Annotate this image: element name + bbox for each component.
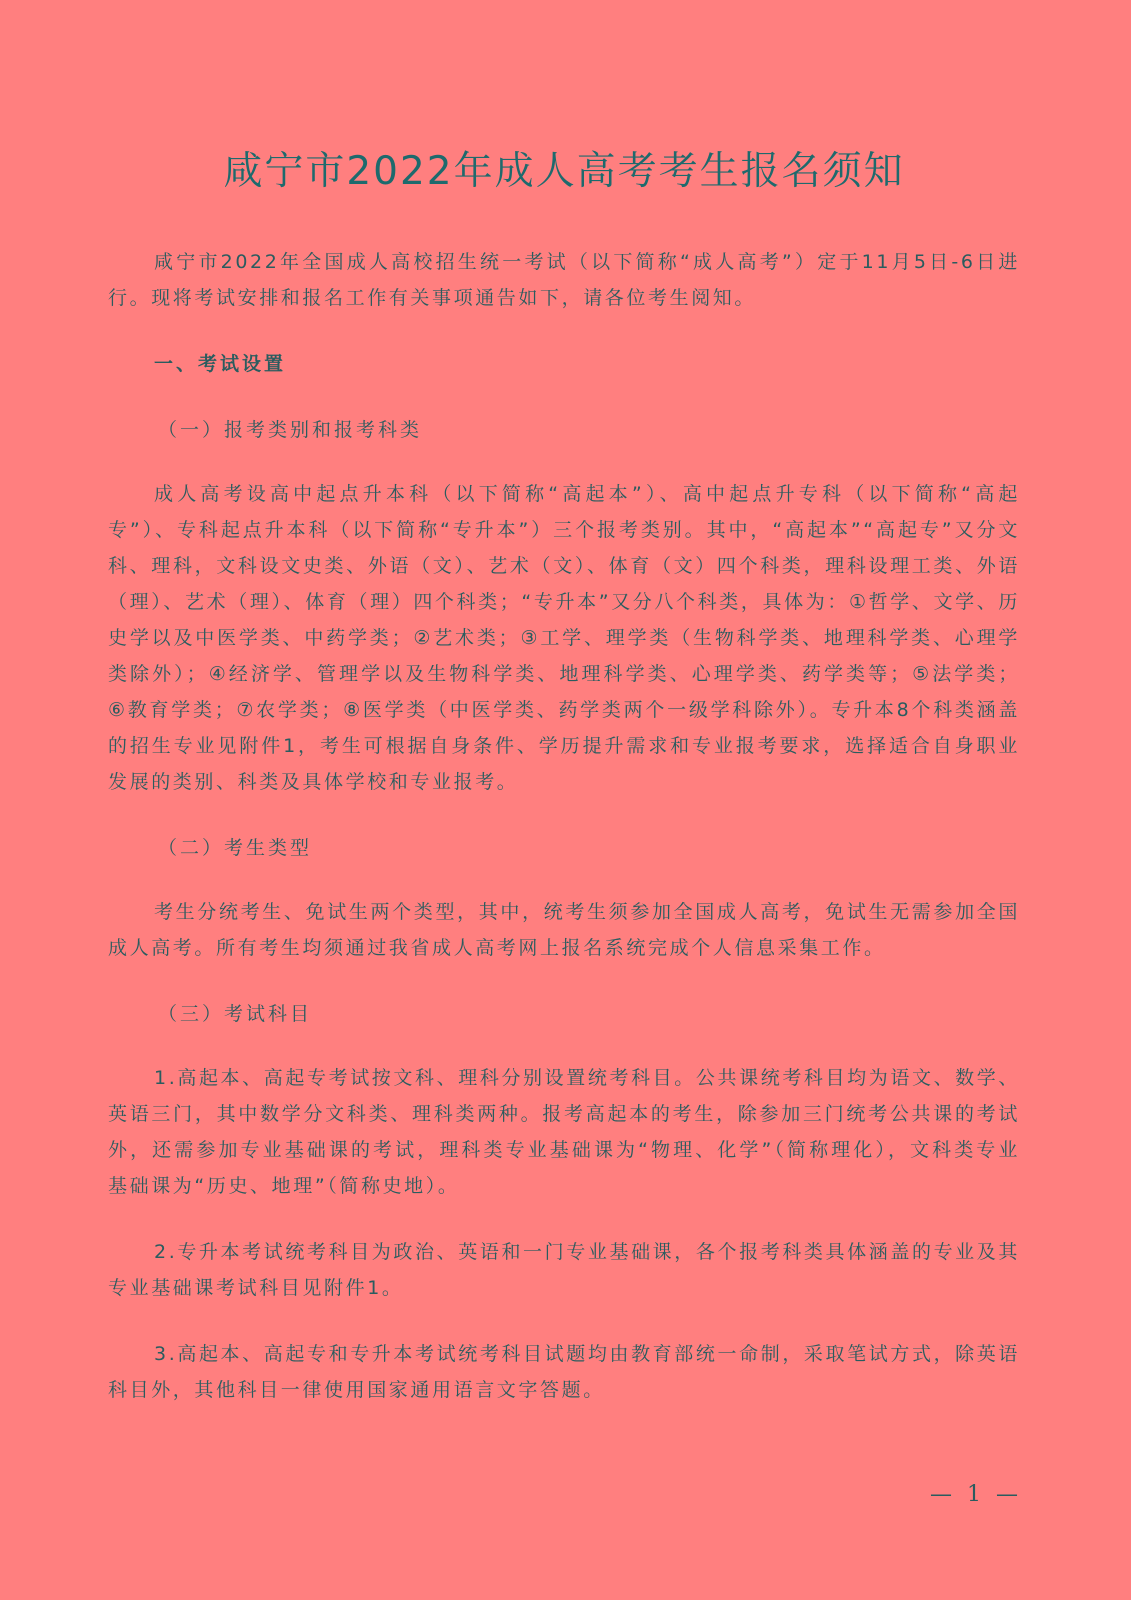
paragraph-exam-subjects-item-3: 3.高起本、高起专和专升本考试统考科目试题均由教育部统一命制，采取笔试方式，除英语科目外，其他科目一律使用国家通用语言文字答题。 xyxy=(108,1343,1020,1401)
document-page xyxy=(108,140,1020,1438)
paragraph-exam-subjects-item-1: 1.高起本、高起专考试按文科、理科分别设置统考科目。公共课统考科目均为语文、数学、英语三门，其中数学分文科类、理科类两种。报考高起本的考生，除参加三门统考公共课的考试外，还需参加专业基础课的考试，理科类专业基础课为“物理、化学”（简称理化），文科类专业基础课为“历史、地理”（简称史地）。 xyxy=(108,1067,1020,1197)
section-heading-exam-setup: 一、考试设置 xyxy=(154,353,287,375)
paragraph-categories: 成人高考设高中起点升本科（以下简称“高起本”）、高中起点升专科（以下简称“高起专”）、专科起点升本科（以下简称“专升本”）三个报考类别。其中，“高起本”“高起专”又分文科、理科，文科设文史类、外语（文）、艺术（文）、体育（文）四个科类，理科设理工类、外语（理）、艺术（理）、体育（理）四个科类；“专升本”又分八个科类，具体为：①哲学、文学、历史学以及中医学类、中药学类；②艺术类；③工学、理学类（生物科学类、地理科学类、心理学类除外）；④经济学、管理学以及生物科学类、地理科学类、心理学类、药学类等；⑤法学类；⑥教育学类；⑦农学类；⑧医学类（中医学类、药学类两个一级学科除外）。专升本8个科类涵盖的招生专业见附件1，考生可根据自身条件、学历提升需求和专业报考要求，选择适合自身职业发展的类别、科类及具体学校和专业报考。 xyxy=(108,483,1020,793)
document-title: 咸宁市2022年成人高考考生报名须知 xyxy=(223,149,905,194)
subheading-categories: （一）报考类别和报考科类 xyxy=(158,419,423,441)
intro-paragraph: 咸宁市2022年全国成人高校招生统一考试（以下简称“成人高考”）定于11月5日-6日进行。现将考试安排和报名工作有关事项通告如下，请各位考生阅知。 xyxy=(108,251,1020,309)
subheading-exam-subjects: （三）考试科目 xyxy=(158,1003,313,1025)
subheading-candidate-types: （二）考生类型 xyxy=(158,837,313,859)
paragraph-exam-subjects-item-2: 2.专升本考试统考科目为政治、英语和一门专业基础课，各个报考科类具体涵盖的专业及其专业基础课考试科目见附件1。 xyxy=(108,1241,1020,1299)
page-number: — 1 — xyxy=(930,1482,1022,1507)
paragraph-candidate-types: 考生分统考生、免试生两个类型，其中，统考生须参加全国成人高考，免试生无需参加全国成人高考。所有考生均须通过我省成人高考网上报名系统完成个人信息采集工作。 xyxy=(108,901,1020,959)
